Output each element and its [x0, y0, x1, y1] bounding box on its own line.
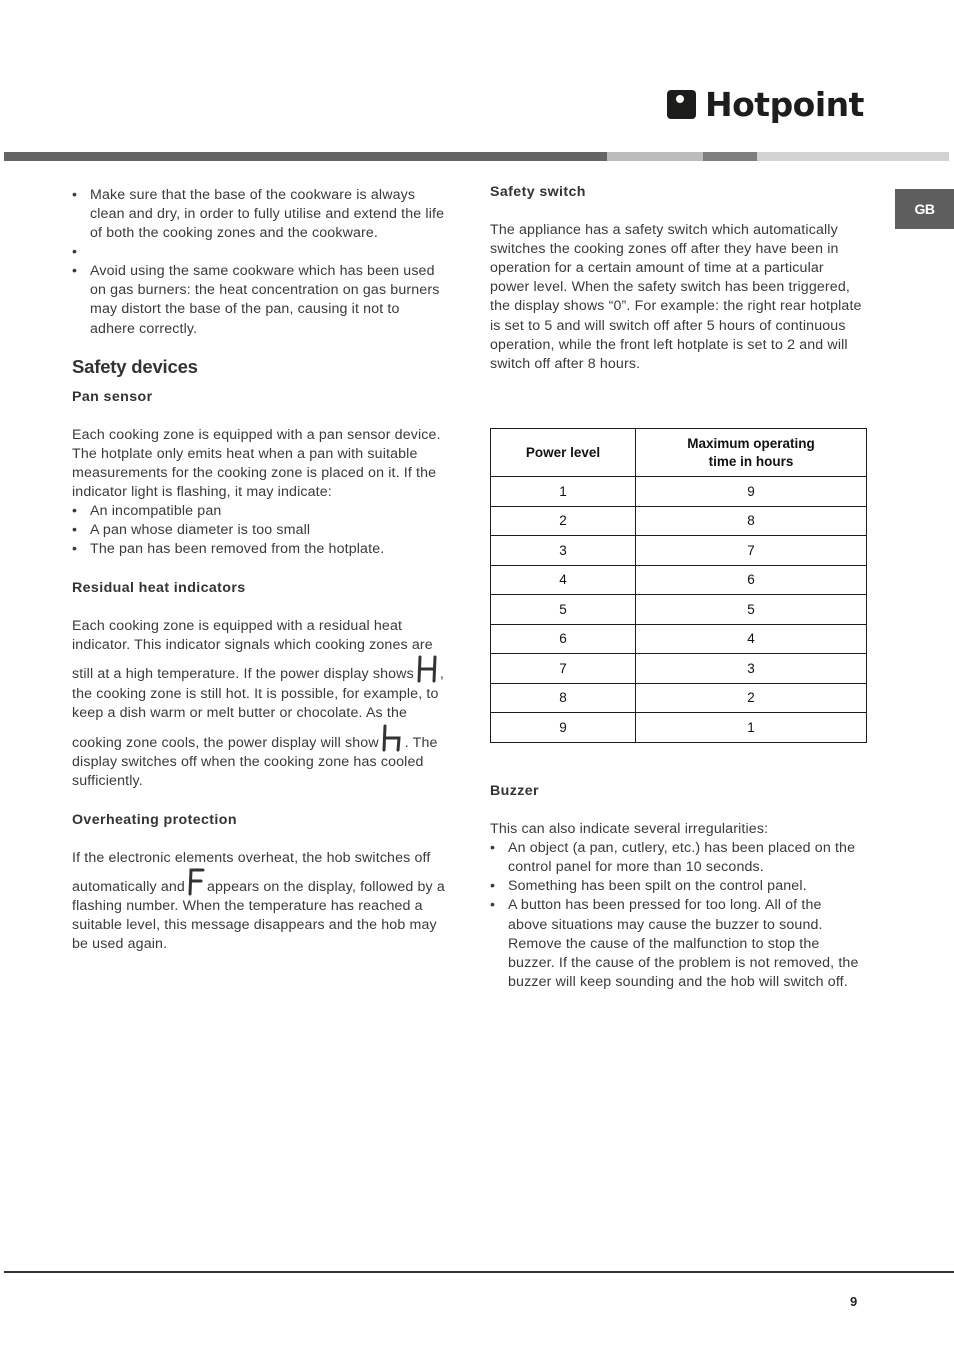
table-cell: 9: [636, 477, 867, 507]
column-header: Power level: [491, 429, 636, 477]
table-cell: 2: [491, 506, 636, 536]
list-item: • Avoid using the same cookware which has been used on gas burners: the heat concentration on gas burners may distort the base of the pan, causing it not to adhere correctly.: [72, 262, 448, 338]
header-bar-segment: [757, 152, 949, 161]
table-row: [491, 624, 867, 654]
spacer: [490, 801, 862, 820]
table-cell: 8: [491, 683, 636, 713]
buzzer-section: [490, 782, 862, 992]
table-row: [491, 536, 867, 566]
overheating-body: [72, 849, 448, 954]
table-cell: 4: [636, 624, 867, 654]
spacer: [72, 407, 448, 426]
safety-switch-body: The appliance has a safety switch which automatically switches the cooking zones off after they have been in operation for a certain amount of time at a particular power level. When the safety switch has been triggered, the display shows “0”. For example: the right rear hotplate is set to 5 and will switch off after 5 hours of continuous operation, while the front left hotplate is set to 2 and will switch off after 8 hours.: [490, 222, 862, 372]
right-column: [490, 183, 862, 374]
safety-switch-heading: Safety switch: [490, 184, 586, 200]
table-row: [491, 477, 867, 507]
table-cell: 1: [636, 713, 867, 743]
table-cell: 7: [491, 654, 636, 684]
residual-heat-body: [72, 617, 448, 792]
pan-sensor-body: Each cooking zone is equipped with a pan sensor device. The hotplate only emits heat when a pan with suitable measurements for the cooking zone is placed on it. If the indicator light is flashing, it may indicate:: [72, 426, 441, 501]
list-item: • The pan has been removed from the hotplate.: [72, 540, 448, 559]
table-cell: 6: [636, 565, 867, 595]
power-level-table: [490, 428, 867, 743]
display-h-upper-icon: [416, 655, 438, 683]
table-row: [491, 713, 867, 743]
left-column: [72, 186, 448, 954]
header-bar-segment: [703, 152, 757, 161]
spacer: [72, 792, 448, 811]
display-f-icon: [187, 868, 205, 896]
table-row: [491, 654, 867, 684]
table-cell: 6: [491, 624, 636, 654]
table-header-row: [491, 429, 867, 477]
table-cell: 8: [636, 506, 867, 536]
buzzer-heading: Buzzer: [490, 783, 539, 799]
table-cell: 9: [491, 713, 636, 743]
spacer: [72, 243, 448, 262]
logo-mark-icon: [667, 90, 696, 119]
list-item: • Something has been spilt on the control panel.: [490, 877, 862, 896]
column-header: Maximum operating time in hours: [636, 429, 867, 477]
buzzer-bullets: [490, 839, 862, 992]
overheating-text-1: If the electronic elements overheat, the hob switches off automatically and: [72, 849, 431, 896]
table-cell: 1: [491, 477, 636, 507]
table-cell: 5: [491, 595, 636, 625]
table-cell: 3: [491, 536, 636, 566]
table-cell: 4: [491, 565, 636, 595]
spacer: [72, 598, 448, 617]
residual-text-2: , the cooking zone is still hot. It is possible, for example, to keep a dish warm or melt butter or chocolate. As the cooking zone cools, the power display will show: [72, 666, 444, 751]
spacer: [72, 830, 448, 849]
logo-text: Hotpoint: [705, 84, 864, 124]
table-row: [491, 683, 867, 713]
list-item: • An incompatible pan: [72, 502, 448, 521]
page-number: 9: [850, 1294, 858, 1309]
header-bar-segment: [607, 152, 703, 161]
residual-text-1: Each cooking zone is equipped with a residual heat indicator. This indicator signals which cooking zones are still at a high temperature. If the power display shows: [72, 617, 433, 683]
display-h-lower-icon: [381, 724, 403, 752]
table-row: [491, 506, 867, 536]
residual-text-3: . The display switches off when the cooking zone has cooled sufficiently.: [72, 734, 438, 790]
spacer: [490, 202, 862, 221]
section-title: Safety devices: [72, 355, 198, 377]
overheating-text-2: appears on the display, followed by a flashing number. When the temperature has reached a suitable level, this message disappears and the hob may be used again.: [72, 879, 445, 953]
table-cell: 7: [636, 536, 867, 566]
language-tab: GB: [895, 189, 954, 229]
pan-sensor-heading: Pan sensor: [72, 388, 153, 405]
table-cell: 5: [636, 595, 867, 625]
table-row: [491, 595, 867, 625]
table-row: [491, 565, 867, 595]
residual-heat-heading: Residual heat indicators: [72, 579, 246, 596]
list-item: • Make sure that the base of the cookware is always clean and dry, in order to fully utilise and extend the life of both the cooking zones and the cookware.: [72, 186, 448, 243]
table-cell: 3: [636, 654, 867, 684]
list-item: • A button has been pressed for too long. All of the above situations may cause the buzzer to sound. Remove the cause of the malfunction to stop the buzzer. If the cause of the problem is not removed, the buzzer will keep sounding and the hob will switch off.: [490, 896, 862, 991]
intro-bullet-list: [72, 186, 448, 339]
header-bar-segment: [4, 152, 607, 161]
overheating-heading: Overheating protection: [72, 811, 237, 828]
buzzer-intro: This can also indicate several irregularities:: [490, 821, 769, 838]
list-item: • A pan whose diameter is too small: [72, 521, 448, 540]
table-cell: 2: [636, 683, 867, 713]
brand-logo: [667, 84, 864, 124]
pan-sensor-bullets: [72, 502, 448, 559]
footer-rule: [4, 1271, 954, 1273]
spacer: [72, 560, 448, 579]
list-item: • An object (a pan, cutlery, etc.) has been placed on the control panel for more than 10 seconds.: [490, 839, 862, 877]
